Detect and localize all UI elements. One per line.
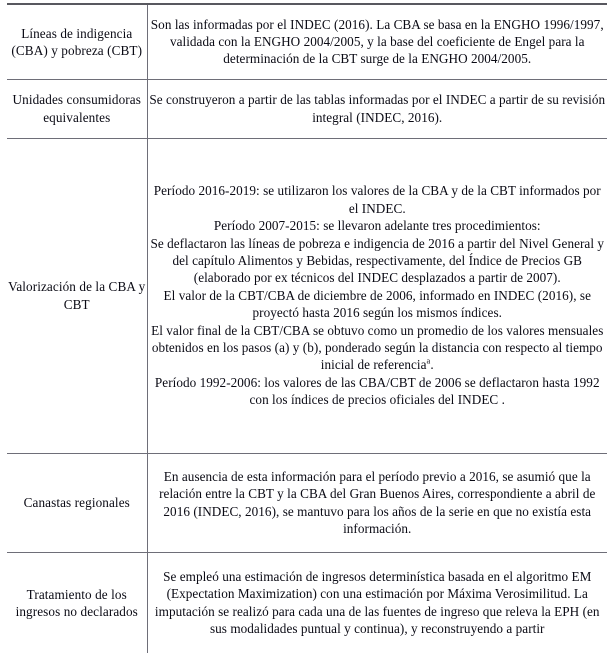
body-paragraph-with-footnote: El valor final de la CBT/CBA se obtuvo como un promedio de los valores mensuales obtenidos en los pasos (a) y (b), ponderado según la distancia con respecto al tiempo inicial de referencia$^a$.	[151, 322, 604, 373]
body-paragraph: Se deflactaron las líneas de pobreza e indigencia de 2016 a partir del Nivel General y del capítulo Alimentos y Bebidas, respectivamente, del Índice de Precios GB (elaborado por ex técnicos del INDEC desplazados a partir de 2007).	[150, 235, 605, 286]
row-label: Líneas de indigencia (CBA) y pobreza (CBT)	[11, 25, 143, 58]
row-body: Son las informadas por el INDEC (2016). La CBA se basa en la ENGHO 1996/1997, validada con la ENGHO 2004/2005, y la base del coeficiente de Engel para la determinación de la CBT surge de la ENGHO 2004/2005.	[150, 17, 604, 67]
body-paragraph: Período 1992-2006: los valores de las CBA/CBT de 2006 se deflactaron hasta 1992 con los índices de precios oficiales del INDEC .	[154, 374, 600, 408]
row-body	[148, 182, 608, 408]
row-label-cell	[7, 79, 147, 138]
body-paragraph: El valor de la CBT/CBA de diciembre de 2006, informado en INDEC (2016), se proyectó hasta 2016 según los mismos índices.	[163, 287, 591, 321]
row-body-cell	[147, 4, 607, 79]
row-body-cell	[147, 79, 607, 138]
row-label-cell	[7, 138, 147, 453]
row-label-cell	[7, 453, 147, 552]
row-body: Se empleó una estimación de ingresos determinística basada en el algoritmo EM (Expectation Maximization) con una estimación por Máxima Verosimilitud. La imputación se realizó para cada una de las fuentes de ingreso que releva la EPH (en sus modalidades puntual y continua), y reconstruyendo a partir	[154, 568, 600, 637]
row-body: En ausencia de esta información para el período previo a 2016, se asumió que la relación entre la CBT y la CBA del Gran Buenos Aires, correspondiente a abril de 2016 (INDEC, 2016), se mantuvo para los años de la serie en que no existía esta información.	[159, 468, 596, 536]
row-label: Unidades consumidoras equivalentes	[12, 92, 141, 125]
table-row	[7, 552, 607, 653]
row-label: Canastas regionales	[23, 494, 130, 510]
table-row	[7, 79, 607, 138]
body-paragraph: Período 2016-2019: se utilizaron los valores de la CBA y de la CBT informados por el INDEC.	[153, 183, 601, 216]
row-label-cell	[7, 552, 147, 653]
table-body	[7, 4, 607, 653]
row-body-cell	[147, 453, 607, 552]
table-row	[7, 138, 607, 453]
footnote-marker: a	[426, 357, 431, 367]
methodology-table	[7, 3, 607, 653]
row-label: Valorización de la CBA y CBT	[8, 279, 146, 312]
row-body-cell	[147, 552, 607, 653]
row-body-cell	[147, 138, 607, 453]
row-label-cell	[7, 4, 147, 79]
row-label: Tratamiento de los ingresos no declarados	[15, 586, 138, 619]
body-paragraph: Período 2007-2015: se llevaron adelante tres procedimientos:	[213, 218, 541, 234]
row-body: Se construyeron a partir de las tablas informadas por el INDEC a partir de su revisión integral (INDEC, 2016).	[149, 92, 606, 125]
body-paragraph-text: El valor final de la CBT/CBA se obtuvo como un promedio de los valores mensuales obtenidos en los pasos (a) y (b), ponderado según la distancia con respecto al tiempo inicial de referencia	[151, 322, 604, 373]
table-row	[7, 453, 607, 552]
table-row	[7, 4, 607, 79]
